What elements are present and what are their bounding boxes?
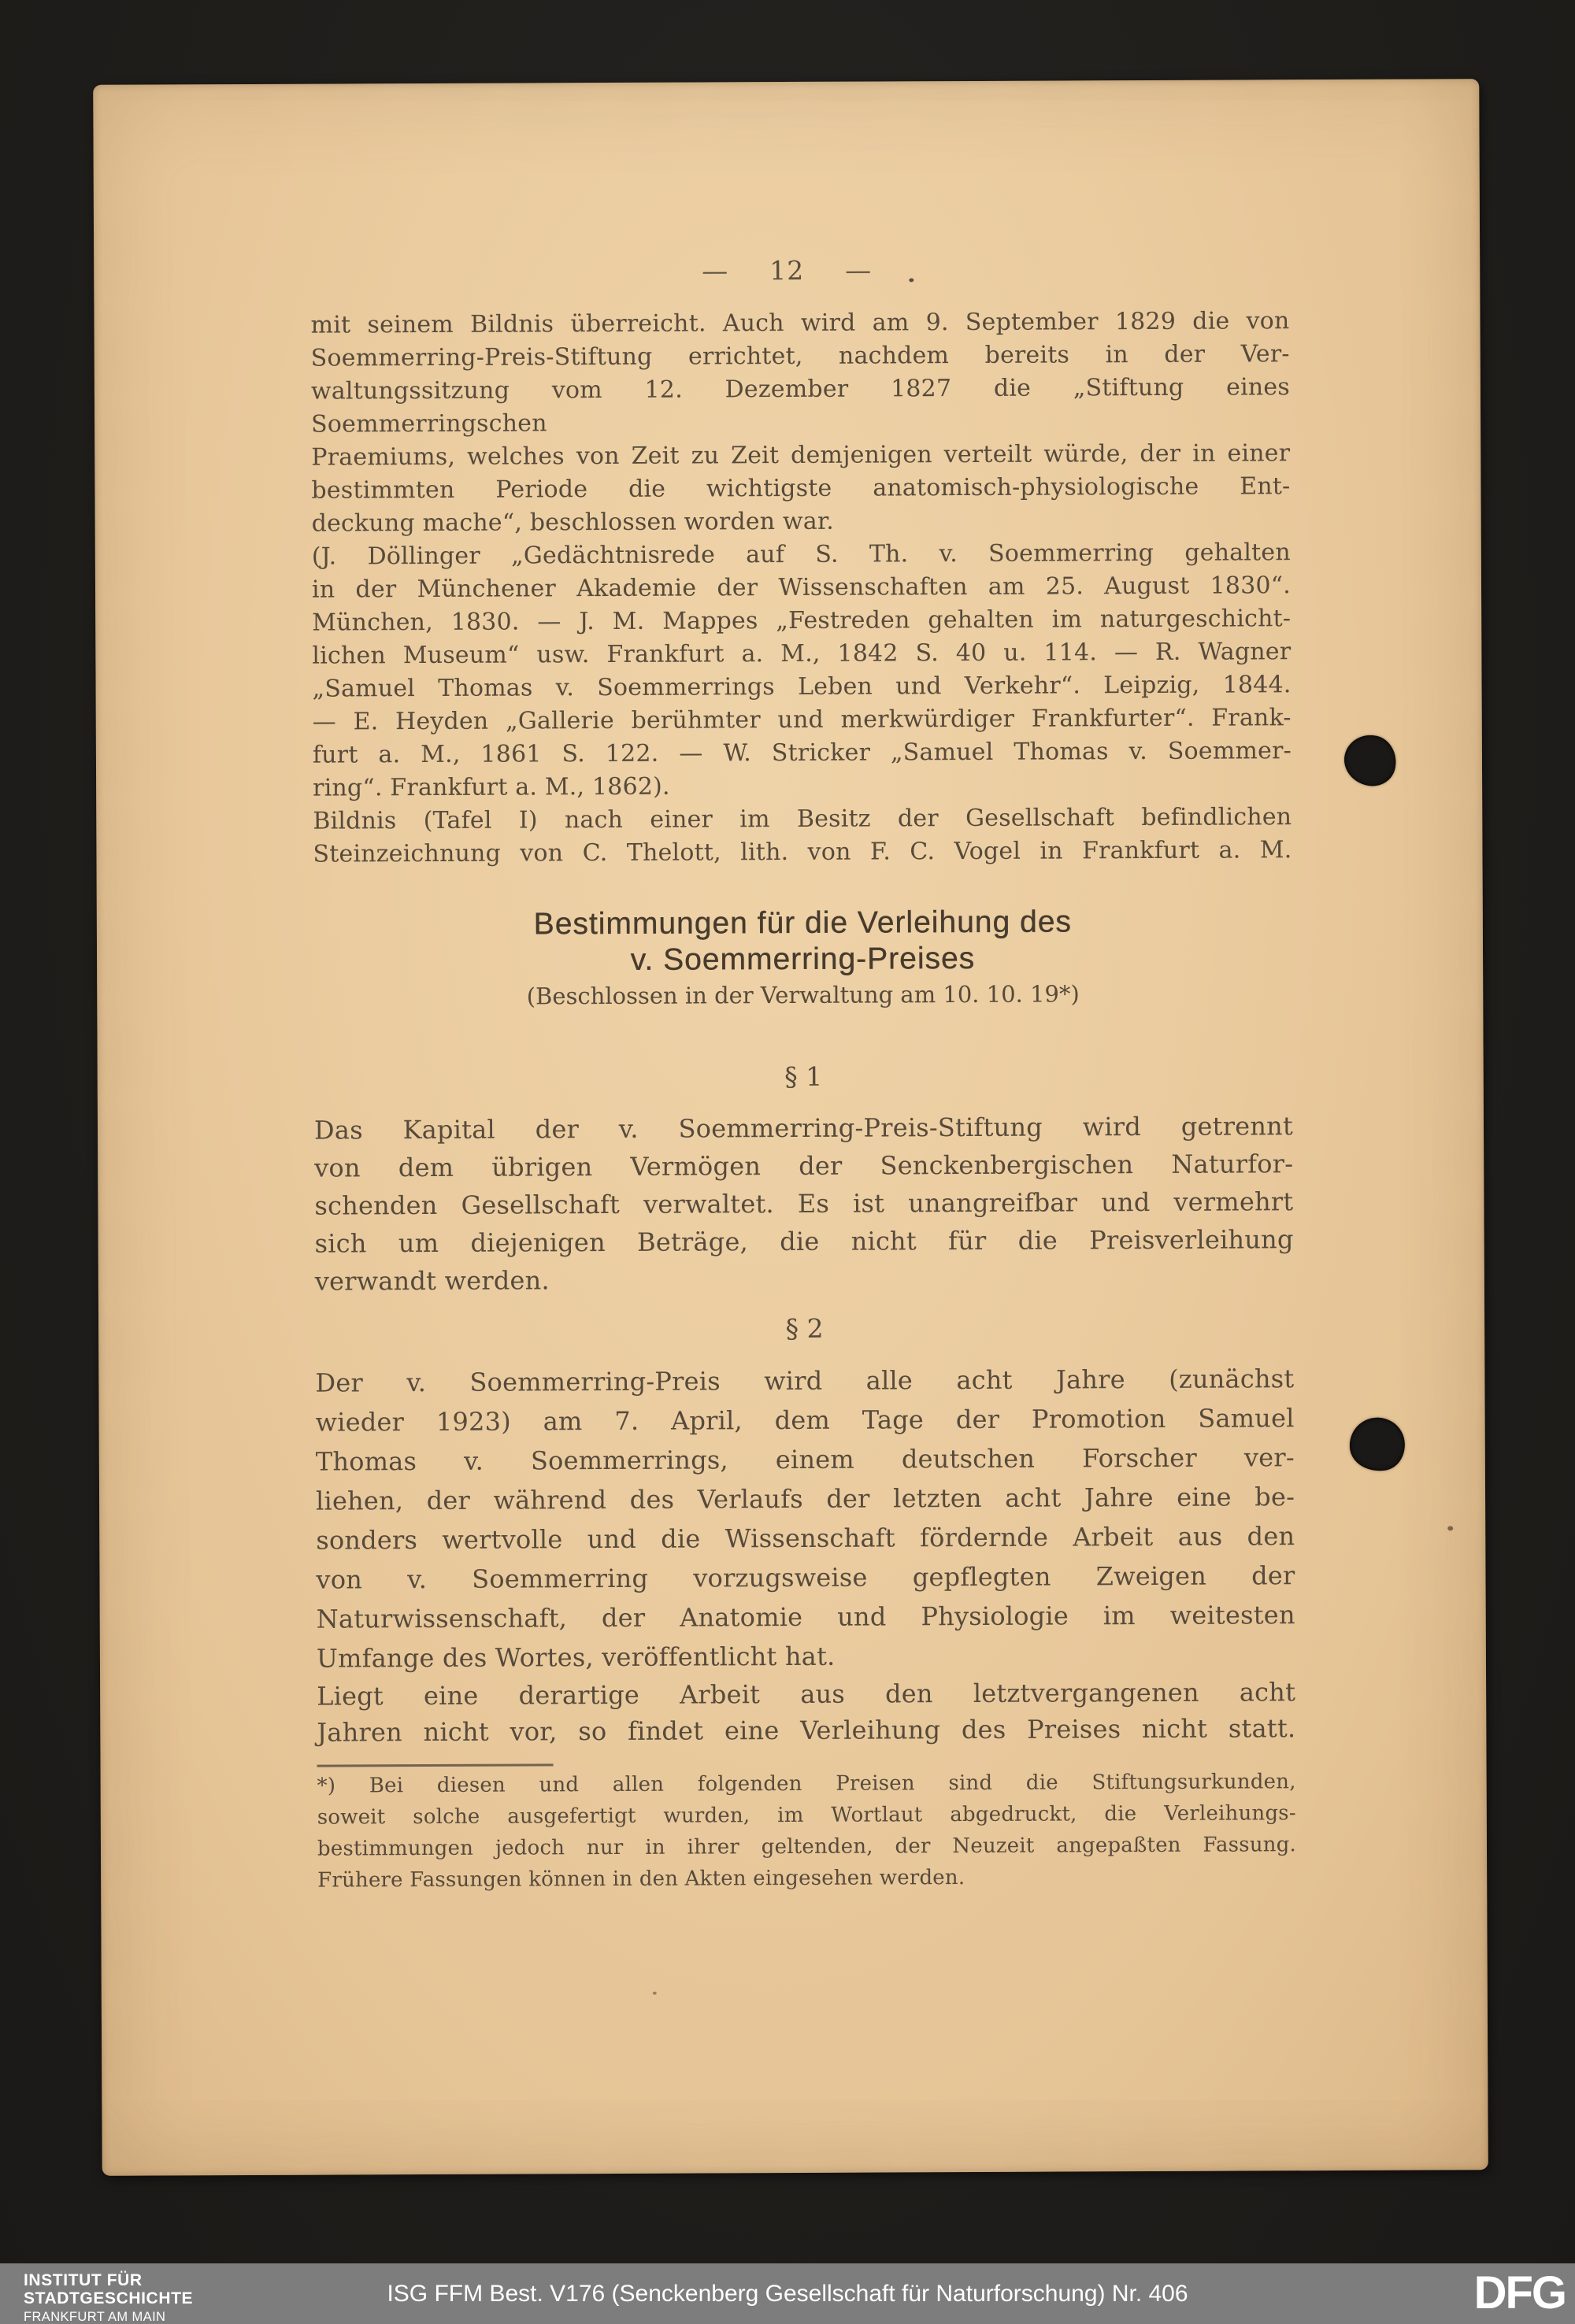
text-line: wieder 1923) am 7. April, dem Tage der Promotion Samuel (315, 1403, 1295, 1438)
text-line: Jahren nicht vor, so findet eine Verleihung des Preises nicht statt. (317, 1713, 1296, 1748)
text-line: Thomas v. Soemmerrings, einem deutschen Forscher ver- (315, 1442, 1295, 1477)
paragraph-bibliography (312, 536, 1292, 805)
section-1-paragraph (314, 1107, 1294, 1300)
statute-subtitle: (Beschlossen in der Verwaltung am 10. 10. 19*) (526, 980, 1080, 1010)
paper-speck (909, 278, 914, 282)
section-2-label: § 2 (785, 1312, 824, 1345)
text-line: deckung mache“, beschlossen worden war. (311, 507, 835, 538)
text-line: sonders wertvolle und die Wissenschaft fördernde Arbeit aus den (316, 1521, 1295, 1556)
statute-title-line2: v. Soemmerring-Preises (630, 941, 976, 977)
text-line: Frühere Fassungen können in den Akten eingesehen werden. (317, 1866, 965, 1893)
footer-bar (0, 2263, 1575, 2324)
text-line: Liegt eine derartige Arbeit aus den letztvergangenen acht (317, 1677, 1296, 1712)
page-number-dash-right: — (845, 254, 873, 286)
punch-hole-bottom (1346, 1414, 1408, 1475)
text-line: sich um diejenigen Beträge, die nicht für die Preisverleihung (314, 1224, 1294, 1259)
institute-name-line1: INSTITUT FÜR (24, 2271, 143, 2289)
institute-name-line3: FRANKFURT AM MAIN (24, 2310, 166, 2324)
text-line: (J. Döllinger „Gedächtnisrede auf S. Th. v. Soemmerring gehalten (311, 538, 1291, 571)
footnote (317, 1766, 1297, 1896)
paragraph-portrait-note (313, 801, 1292, 871)
statute-title (313, 903, 1292, 979)
institute-logo (24, 2271, 193, 2324)
text-line: Der v. Soemmerring-Preis wird alle acht Jahre (zunächst (315, 1364, 1295, 1398)
text-line: in der Münchener Akademie der Wissenschaften am 25. August 1830“. (311, 572, 1292, 604)
page-number-value: 12 (769, 254, 805, 287)
text-line: „Samuel Thomas v. Soemmerrings Leben und Verkehr“. Leipzig, 1844. (312, 671, 1292, 703)
text-line: *) Bei diesen und allen folgenden Preisen sind die Stiftungsurkunden, (317, 1770, 1296, 1798)
text-line: von v. Soemmerring vorzugsweise gepflegten Zweigen der (316, 1560, 1295, 1595)
archive-reference-label: ISG FFM Best. V176 (Senckenberg Gesellschaft für Naturforschung) Nr. 406 (387, 2280, 1188, 2307)
text-line: ring“. Frankfurt a. M., 1862). (313, 772, 670, 802)
statute-title-line1: Bestimmungen für die Verleihung des (533, 905, 1073, 942)
text-line: mit seinem Bildnis überreicht. Auch wird am 9. September 1829 die von (310, 307, 1290, 339)
text-line: Das Kapital der v. Soemmerring-Preis-Stiftung wird getrennt (313, 1111, 1294, 1145)
scanned-page (93, 79, 1488, 2176)
text-line: Soemmerring-Preis-Stiftung errichtet, nachdem bereits in der Ver- (310, 340, 1290, 372)
text-line: Praemiums, welches von Zeit zu Zeit demjenigen verteilt würde, der in einer (311, 439, 1291, 472)
institute-name-line2: STADTGESCHICHTE (24, 2289, 194, 2307)
text-line: liehen, der während des Verlaufs der letzten acht Jahre eine be- (315, 1482, 1295, 1516)
text-line: bestimmten Periode die wichtigste anatomisch-physiologische Ent- (311, 472, 1291, 505)
text-line: Umfange des Wortes, veröffentlicht hat. (316, 1641, 836, 1674)
section-2-paragraph (315, 1359, 1295, 1678)
text-line: verwandt werden. (314, 1265, 550, 1297)
dfg-logo: DFG (1473, 2267, 1566, 2318)
text-column (310, 305, 1296, 1896)
text-line: furt a. M., 1861 S. 122. — W. Stricker „Samuel Thomas v. Soemmer- (312, 737, 1292, 769)
punch-hole-top (1340, 731, 1401, 790)
paper-speck (1447, 1526, 1453, 1530)
text-line: lichen Museum“ usw. Frankfurt a. M., 1842 S. 40 u. 114. — R. Wagner (312, 638, 1292, 670)
text-line: von dem übrigen Vermögen der Senckenbergischen Naturfor- (314, 1149, 1294, 1183)
footnote-divider (317, 1763, 554, 1767)
page-number (94, 252, 1480, 290)
text-line: waltungssitzung vom 12. Dezember 1827 die „Stiftung eines Soemmerringschen (310, 373, 1290, 439)
text-line: bestimmungen jedoch nur in ihrer geltenden, der Neuzeit angepaßten Fassung. (317, 1833, 1297, 1861)
text-line: soweit solche ausgefertigt wurden, im Wortlaut abgedruckt, die Verleihungs- (317, 1801, 1296, 1830)
text-line: schenden Gesellschaft verwaltet. Es ist unangreifbar und vermehrt (314, 1186, 1294, 1221)
section-1-label: § 1 (784, 1060, 823, 1093)
paper-speck (653, 1992, 657, 1995)
text-line: — E. Heyden „Gallerie berühmter und merkwürdiger Frankfurter“. Frank- (312, 704, 1292, 736)
text-line: Bildnis (Tafel I) nach einer im Besitz der Gesellschaft befindlichen (313, 803, 1292, 835)
text-line: Naturwissenschaft, der Anatomie und Physiologie im weitesten (316, 1600, 1295, 1634)
text-line: Steinzeichnung von C. Thelott, lith. von F. C. Vogel in Frankfurt a. M. (313, 836, 1292, 868)
text-line: München, 1830. — J. M. Mappes „Festreden gehalten im naturgeschicht- (312, 605, 1292, 637)
paragraph-intro (310, 305, 1290, 540)
page-number-dash-left: — (702, 255, 729, 287)
closing-paragraph (317, 1674, 1295, 1750)
